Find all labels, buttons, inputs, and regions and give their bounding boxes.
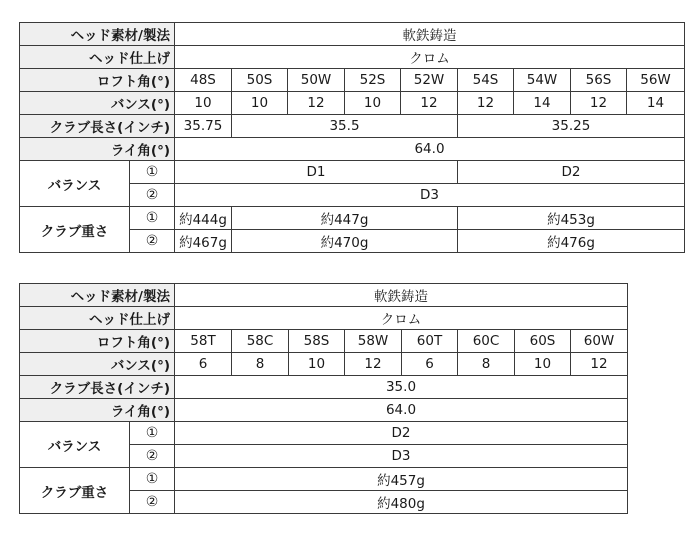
label-balance: バランス (20, 422, 130, 468)
weight-cell: 約444g (175, 207, 232, 230)
row-head-finish (20, 307, 628, 330)
label-length: クラブ長さ(インチ) (20, 115, 175, 138)
head-material-value: 軟鉄鋳造 (175, 284, 628, 307)
balance-cell: D2 (458, 161, 685, 184)
label-head-finish: ヘッド仕上げ (20, 46, 175, 69)
bounce-cell: 6 (175, 353, 232, 376)
loft-cell: 52S (345, 69, 401, 92)
weight-cell: 約467g (175, 230, 232, 253)
loft-cell: 58W (345, 330, 402, 353)
weight-cell: 約457g (175, 468, 628, 491)
row-head-material (20, 284, 628, 307)
length-value: 35.0 (175, 376, 628, 399)
row-loft (20, 330, 628, 353)
label-head-finish: ヘッド仕上げ (20, 307, 175, 330)
bounce-cell: 8 (458, 353, 515, 376)
row-length (20, 376, 628, 399)
loft-cell: 52W (401, 69, 458, 92)
row-bounce (20, 353, 628, 376)
weight-cell: 約476g (458, 230, 685, 253)
bounce-cell: 12 (458, 92, 514, 115)
option-1-marker: ① (130, 422, 175, 445)
loft-cell: 50W (288, 69, 345, 92)
label-length: クラブ長さ(インチ) (20, 376, 175, 399)
bounce-cell: 12 (571, 92, 627, 115)
balance-cell: D3 (175, 445, 628, 468)
bounce-cell: 6 (402, 353, 458, 376)
option-2-marker: ② (130, 230, 175, 253)
loft-cell: 58C (232, 330, 289, 353)
bounce-cell: 10 (289, 353, 345, 376)
head-material-value: 軟鉄鋳造 (175, 23, 685, 46)
lie-value: 64.0 (175, 399, 628, 422)
label-bounce: バンス(°) (20, 353, 175, 376)
label-lie: ライ角(°) (20, 399, 175, 422)
label-balance: バランス (20, 161, 130, 207)
spec-table-2 (19, 283, 628, 514)
label-loft: ロフト角(°) (20, 330, 175, 353)
option-1-marker: ① (130, 468, 175, 491)
label-loft: ロフト角(°) (20, 69, 175, 92)
row-bounce (20, 92, 685, 115)
bounce-cell: 10 (515, 353, 571, 376)
row-head-material (20, 23, 685, 46)
loft-cell: 54W (514, 69, 571, 92)
bounce-cell: 14 (514, 92, 571, 115)
loft-cell: 60C (458, 330, 515, 353)
option-2-marker: ② (130, 184, 175, 207)
lie-value: 64.0 (175, 138, 685, 161)
length-cell: 35.25 (458, 115, 685, 138)
bounce-cell: 12 (401, 92, 458, 115)
label-lie: ライ角(°) (20, 138, 175, 161)
loft-cell: 58S (289, 330, 345, 353)
loft-cell: 60W (571, 330, 628, 353)
row-balance-1 (20, 422, 628, 445)
length-cell: 35.5 (232, 115, 458, 138)
option-1-marker: ① (130, 207, 175, 230)
bounce-cell: 8 (232, 353, 289, 376)
spec-table-1 (19, 22, 685, 253)
bounce-cell: 10 (345, 92, 401, 115)
loft-cell: 54S (458, 69, 514, 92)
weight-cell: 約447g (232, 207, 458, 230)
loft-cell: 48S (175, 69, 232, 92)
length-cell: 35.75 (175, 115, 232, 138)
row-head-finish (20, 46, 685, 69)
row-weight-1 (20, 207, 685, 230)
option-1-marker: ① (130, 161, 175, 184)
balance-cell: D2 (175, 422, 628, 445)
head-finish-value: クロム (175, 46, 685, 69)
loft-cell: 60T (402, 330, 458, 353)
bounce-cell: 10 (175, 92, 232, 115)
balance-cell: D1 (175, 161, 458, 184)
head-finish-value: クロム (175, 307, 628, 330)
bounce-cell: 12 (288, 92, 345, 115)
label-head-material: ヘッド素材/製法 (20, 284, 175, 307)
bounce-cell: 10 (232, 92, 288, 115)
label-weight: クラブ重さ (20, 468, 130, 514)
bounce-cell: 12 (345, 353, 402, 376)
option-2-marker: ② (130, 491, 175, 514)
loft-cell: 60S (515, 330, 571, 353)
loft-cell: 56W (627, 69, 685, 92)
bounce-cell: 12 (571, 353, 628, 376)
weight-cell: 約453g (458, 207, 685, 230)
label-weight: クラブ重さ (20, 207, 130, 253)
row-lie (20, 399, 628, 422)
weight-cell: 約480g (175, 491, 628, 514)
loft-cell: 56S (571, 69, 627, 92)
row-balance-1 (20, 161, 685, 184)
bounce-cell: 14 (627, 92, 685, 115)
weight-cell: 約470g (232, 230, 458, 253)
label-bounce: バンス(°) (20, 92, 175, 115)
loft-cell: 50S (232, 69, 288, 92)
balance-cell: D3 (175, 184, 685, 207)
loft-cell: 58T (175, 330, 232, 353)
row-lie (20, 138, 685, 161)
row-loft (20, 69, 685, 92)
label-head-material: ヘッド素材/製法 (20, 23, 175, 46)
row-length (20, 115, 685, 138)
option-2-marker: ② (130, 445, 175, 468)
row-weight-1 (20, 468, 628, 491)
